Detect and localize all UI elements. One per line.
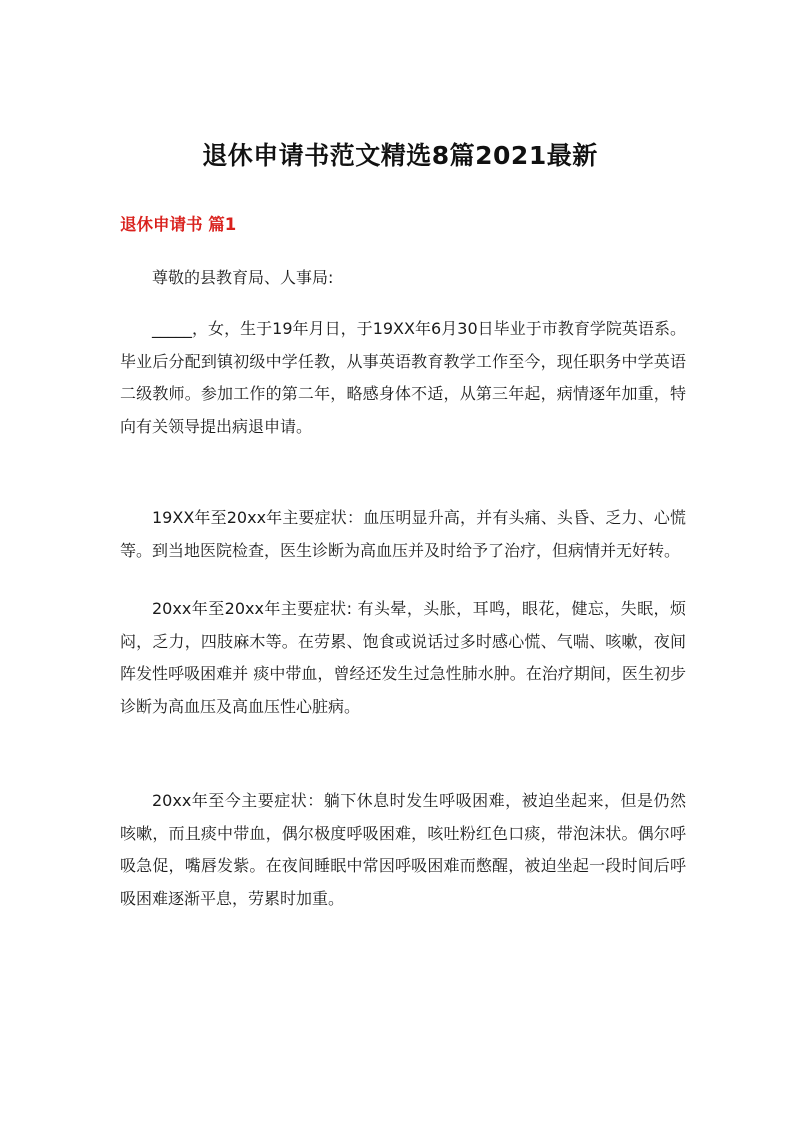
salutation-paragraph: 尊敬的县教育局、人事局: bbox=[152, 268, 334, 287]
document-title: 退休申请书范文精选8篇2021最新 bbox=[202, 141, 598, 170]
body-paragraph-symptoms-3: 20xx年至今主要症状：躺下休息时发生呼吸困难，被迫坐起来，但是仍然咳嗽，而且痰中带血，偶尔极度呼吸困难，咳吐粉红色口痰，带泡沫状。偶尔呼吸急促，嘴唇发紫。在夜间睡眠中常因呼吸困难而憋醒，被迫坐起一段时间后呼吸困难逐渐平息，劳累时加重。 bbox=[120, 791, 686, 908]
body-paragraph-symptoms-2: 20xx年至20xx年主要症状: 有头晕，头胀，耳鸣，眼花，健忘，失眠，烦闷，乏力，四肢麻木等。在劳累、饱食或说话过多时感心慌、气喘、咳嗽，夜间阵发性呼吸困难并 痰中带血，曾经还发生过急性肺水肿。在治疗期间，医生初步诊断为高血压及高血压性心脏病。 bbox=[120, 599, 686, 716]
body-paragraph-background: _____，女，生于19年月日，于19XX年6月30日毕业于市教育学院英语系。毕业后分配到镇初级中学任教，从事英语教育教学工作至今，现任职务中学英语二级教师。参加工作的第二年，略感身体不适，从第三年起，病情逐年加重，特向有关领导提出病退申请。 bbox=[120, 319, 686, 436]
section-heading: 退休申请书 篇1 bbox=[120, 215, 237, 234]
body-paragraph-symptoms-1: 19XX年至20xx年主要症状：血压明显升高，并有头痛、头昏、乏力、心慌等。到当地医院检查，医生诊断为高血压并及时给予了治疗，但病情并无好转。 bbox=[120, 508, 686, 560]
